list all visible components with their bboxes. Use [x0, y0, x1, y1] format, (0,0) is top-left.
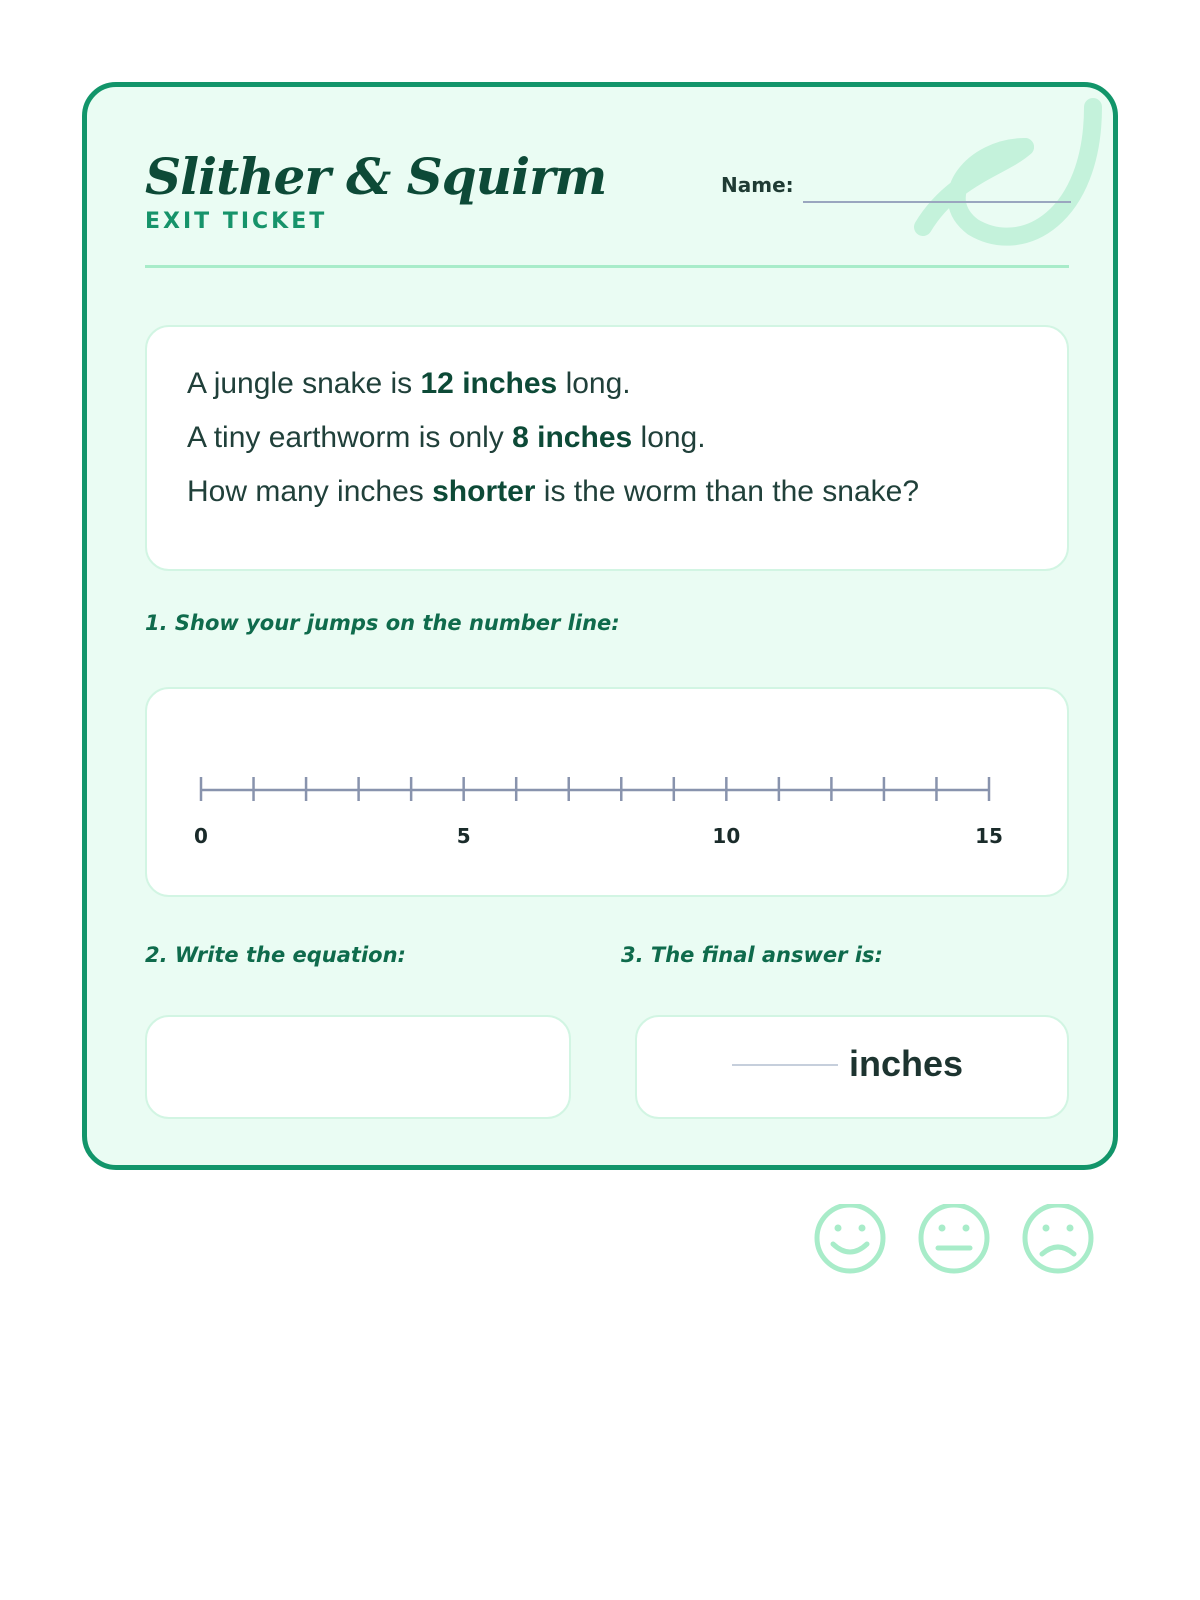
equation-input-box[interactable]	[145, 1015, 571, 1119]
problem-line-1: A jungle snake is 12 inches long.	[187, 367, 631, 400]
sad-face-icon[interactable]	[1025, 1205, 1091, 1271]
happy-face-icon[interactable]	[817, 1205, 883, 1271]
header-divider	[145, 265, 1069, 268]
exit-ticket-card	[82, 82, 1118, 1170]
question-2-label: 2. Write the equation:	[145, 943, 406, 967]
problem-line-2: A tiny earthworm is only 8 inches long.	[187, 421, 706, 454]
worksheet-subtitle: EXIT TICKET	[145, 209, 328, 234]
name-field[interactable]	[803, 201, 1071, 203]
worksheet-title: Slither & Squirm	[145, 147, 607, 206]
number-line[interactable]	[147, 689, 1067, 895]
answer-blank[interactable]	[732, 1064, 838, 1066]
number-line-label: 5	[456, 824, 471, 848]
feedback-faces	[0, 1204, 1200, 1284]
final-answer-box	[635, 1015, 1069, 1119]
number-line-label: 0	[194, 824, 208, 848]
leaf-icon	[893, 87, 1113, 287]
word-problem-box	[145, 325, 1069, 571]
number-line-label: 15	[975, 824, 1003, 848]
problem-line-3: How many inches shorter is the worm than the snake?	[187, 475, 920, 508]
question-3-label: 3. The final answer is:	[621, 943, 883, 967]
name-label: Name:	[721, 173, 794, 197]
number-line-label: 10	[712, 824, 741, 848]
number-line-box[interactable]	[145, 687, 1069, 897]
question-1-label: 1. Show your jumps on the number line:	[145, 611, 620, 635]
neutral-face-icon[interactable]	[921, 1205, 987, 1271]
answer-unit: inches	[849, 1043, 964, 1084]
